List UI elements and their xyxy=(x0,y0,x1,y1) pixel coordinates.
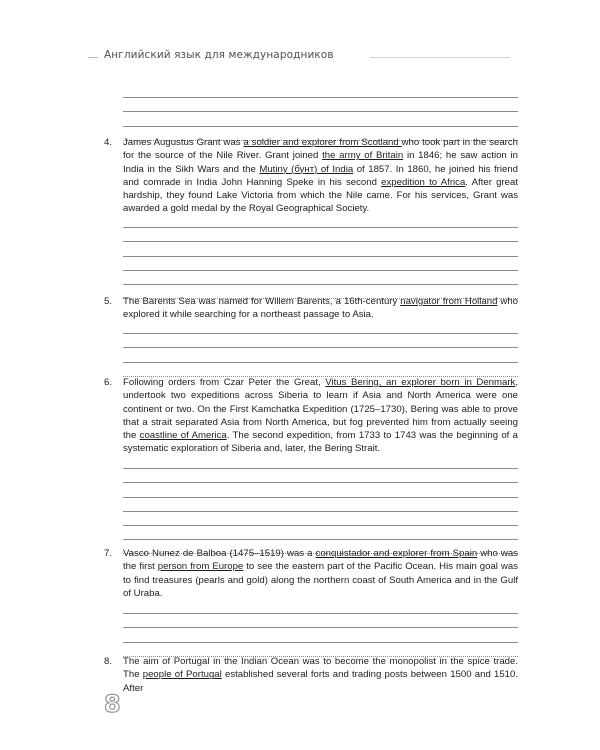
underlined-phrase: coastline of America xyxy=(139,430,227,442)
item-number: 4. xyxy=(104,137,113,148)
header-rule xyxy=(370,57,510,58)
running-header: Английский язык для международников xyxy=(104,49,334,61)
answer-line xyxy=(123,348,518,362)
header-dash xyxy=(88,57,98,58)
answer-line xyxy=(123,334,518,348)
underlined-phrase: person from Europe xyxy=(157,561,244,573)
answer-lines-item-4 xyxy=(123,214,518,299)
answer-line xyxy=(123,363,518,377)
underlined-phrase: people of Portugal xyxy=(142,669,222,681)
exercise-item-5 xyxy=(104,295,518,322)
item-text: Following orders from Czar Peter the Great, Vitus Bering, an explorer born in Denmark, undertook two expeditions across Siberia to learn if Asia and North America were one continent or two. On the First Kamchatka Expedition (1725–1730), Bering was able to prove that a strait separated Asia from North America, but fog prevented him from actually seeing the coastline of America. The second expedition, from 1733 to 1743 was the beginning of a systematic exploration of Siberia and, later, the Bering Strait. xyxy=(123,377,519,455)
underlined-phrase: Vitus Bering, an explorer born in Denmark xyxy=(325,377,516,388)
answer-line xyxy=(123,483,518,497)
answer-line xyxy=(123,112,518,126)
answer-line xyxy=(123,614,518,628)
underlined-phrase: conquistador and explorer from Spain xyxy=(315,548,478,559)
item-text: Vasco Nunez de Balboa (1475–1519) was a conquistador and explorer from Spain who was the first person from Europe to see the eastern part of the Pacific Ocean. His main goal was to find treasures (pearls and gold) along the northern coast of South America and in the Gulf of Uraba. xyxy=(123,548,518,599)
answer-line xyxy=(123,455,518,469)
exercise-item-4 xyxy=(104,136,518,216)
underlined-phrase: a soldier and explorer from Scotland xyxy=(243,137,402,148)
answer-line xyxy=(123,214,518,228)
exercise-item-6 xyxy=(104,376,518,456)
item-number: 5. xyxy=(104,296,113,307)
underlined-phrase: the army of Britain xyxy=(322,150,404,162)
answer-line xyxy=(123,512,518,526)
answer-lines-item-7 xyxy=(123,600,518,657)
underlined-phrase: navigator from Holland xyxy=(400,296,498,307)
item-text: James Augustus Grant was a soldier and explorer from Scotland who took part in the search for the source of the Nile River. Grant joined the army of Britain in 1846; he saw action in India in the Sikh Wars and the Mutiny (бунт) of India of 1857. In 1860, he joined his friend and comrade in India John Hanning Speke in his second expedition to Africa. After great hardship, they found Lake Victoria from which the Nile came. For his services, Grant was awarded a gold medal by the Royal Geographical Society. xyxy=(123,137,519,215)
exercise-item-7 xyxy=(104,547,518,600)
item-number: 7. xyxy=(104,548,113,559)
answer-line xyxy=(123,600,518,614)
item-number: 8. xyxy=(104,656,113,667)
item-number: 6. xyxy=(104,377,113,388)
answer-lines-item-5 xyxy=(123,320,518,377)
underlined-phrase: expedition to Africa xyxy=(381,176,466,188)
item-text: The Barents Sea was named for Willem Barents, a 16th-century navigator from Holland who explored it while searching for a northeast passage to Asia. xyxy=(123,296,519,321)
answer-lines-top xyxy=(123,84,518,141)
underlined-phrase: Mutiny (бунт) of India xyxy=(259,163,354,175)
page-number: 8 xyxy=(104,690,121,718)
item-text: The aim of Portugal in the Indian Ocean was to become the monopolist in the spice trade. The people of Portugal established several forts and trading posts between 1500 and 1510. After xyxy=(123,656,519,694)
answer-line xyxy=(123,242,518,256)
answer-line xyxy=(123,257,518,271)
answer-line xyxy=(123,498,518,512)
answer-line xyxy=(123,628,518,642)
answer-line xyxy=(123,228,518,242)
answer-line xyxy=(123,469,518,483)
answer-line xyxy=(123,271,518,285)
answer-line xyxy=(123,84,518,98)
exercise-item-8 xyxy=(104,655,518,695)
answer-lines-item-6 xyxy=(123,455,518,554)
answer-line xyxy=(123,526,518,540)
answer-line xyxy=(123,320,518,334)
answer-line xyxy=(123,98,518,112)
